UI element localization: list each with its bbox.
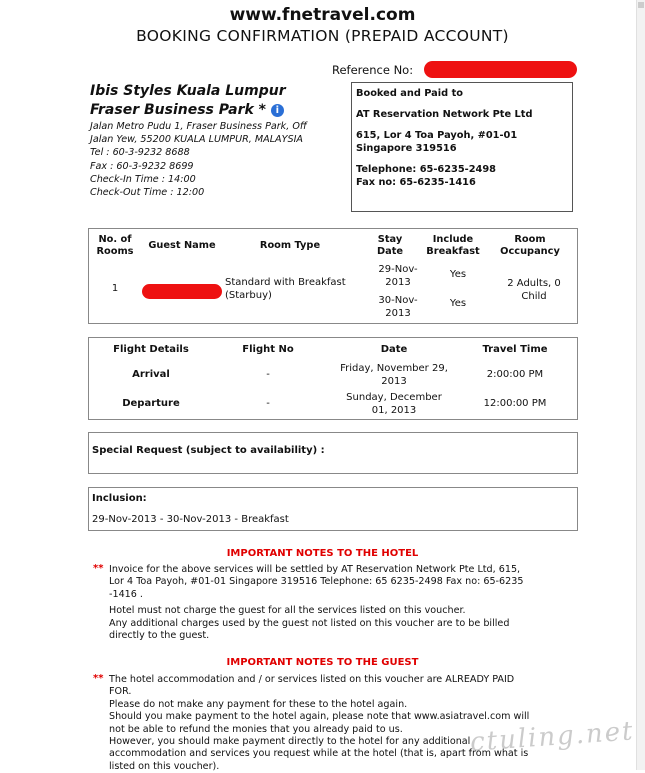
hotel-name (90, 82, 330, 120)
inclusion-label: Inclusion: (92, 493, 147, 504)
notes-hotel-stars: ** (93, 563, 104, 574)
col-header-rooms: No. of Rooms (96, 234, 134, 257)
hotel-address-block (90, 120, 340, 199)
arrival-flight-no: - (266, 369, 270, 380)
inclusion-value: 29-Nov-2013 - 30-Nov-2013 - Breakfast (92, 514, 289, 525)
notes-hotel-text (109, 564, 579, 642)
col-header-guest-name: Guest Name (148, 240, 216, 251)
paid-to-company: AT Reservation Network Pte Ltd (356, 109, 533, 120)
room-count: 1 (111, 283, 119, 294)
note-line: not be able to refund the monies that you already paid to us. (109, 723, 403, 735)
col-header-occupancy: Room Occupancy (500, 234, 560, 257)
col-header-room-type: Room Type (259, 240, 321, 251)
hotel-address-line: Jalan Yew, 55200 KUALA LUMPUR, MALAYSIA (90, 134, 303, 146)
flight-details-header: Flight Details (113, 344, 189, 355)
note-line: Invoice for the above services will be settled by AT Reservation Network Pte Ltd, 615, (109, 564, 521, 575)
stay-dates (359, 263, 437, 320)
scrollbar[interactable] (636, 0, 645, 770)
special-request-label: Special Request (subject to availability) : (92, 445, 325, 456)
paid-to-address2: Singapore 319516 (356, 143, 457, 154)
departure-time: 12:00:00 PM (483, 398, 547, 409)
note-line: Hotel must not charge the guest for all the services listed on this voucher. (109, 605, 466, 617)
room-type: Standard with Breakfast (Starbuy) (225, 277, 346, 301)
note-line: FOR. (109, 686, 132, 698)
departure-date: Sunday, December 01, 2013 (346, 392, 442, 416)
room-occupancy: 2 Adults, 0 Child (507, 278, 561, 302)
rooms-header-row (89, 234, 577, 258)
breakfast-2: Yes (449, 298, 467, 309)
watermark: ctuling.net (469, 716, 636, 758)
hotel-fax: Fax : 60-3-9232 8699 (90, 160, 194, 172)
hotel-name-line2: Fraser Business Park * (90, 102, 266, 118)
notes-hotel-title: IMPORTANT NOTES TO THE HOTEL (226, 548, 419, 559)
rooms-table (89, 234, 577, 258)
departure-flight-no: - (266, 398, 270, 409)
note-line: Any additional charges used by the guest not listed on this voucher are to be billed (109, 617, 510, 629)
notes-guest-title: IMPORTANT NOTES TO THE GUEST (226, 657, 419, 668)
col-header-stay-date: Stay Date (376, 234, 404, 257)
paid-to-fax: Fax no: 65-6235-1416 (356, 177, 476, 188)
check-in-time: Check-In Time : 14:00 (90, 173, 196, 185)
document-title: BOOKING CONFIRMATION (PREPAID ACCOUNT) (136, 27, 509, 45)
note-line: The hotel accommodation and / or services listed on this voucher are ALREADY PAID (109, 674, 515, 685)
note-line: accommodation and services you request while at the hotel (that is, apart from what is (109, 748, 529, 760)
guest-name-redaction (142, 284, 222, 299)
info-icon[interactable]: i (271, 104, 284, 117)
booked-paid-to-box (351, 82, 573, 212)
note-line: directly to the guest. (109, 630, 210, 642)
stay-date-2: 30-Nov- 2013 (378, 295, 418, 319)
note-line: Lor 4 Toa Payoh, #01-01 Singapore 319516 Telephone: 65 6235-2498 Fax no: 65-6235 (109, 576, 524, 588)
paid-to-label: Booked and Paid to (356, 88, 463, 99)
special-request-box (88, 432, 578, 474)
breakfast-1: Yes (449, 269, 467, 280)
site-name: www.fnetravel.com (229, 5, 416, 25)
hotel-address-line: Jalan Metro Pudu 1, Fraser Business Park, Off (90, 121, 307, 132)
paid-to-address1: 615, Lor 4 Toa Payoh, #01-01 (356, 130, 518, 141)
travel-time-header: Travel Time (482, 344, 548, 355)
note-line: Please do not make any payment for these to the hotel again. (109, 698, 408, 710)
notes-guest-text (109, 674, 579, 773)
check-out-time: Check-Out Time : 12:00 (90, 187, 205, 199)
note-line: Should you make payment to the hotel again, please note that www.asiatravel.com will (109, 711, 530, 723)
flight-date-header: Date (380, 344, 408, 355)
hotel-name-line2-wrap (90, 101, 330, 120)
paid-to-telephone: Telephone: 65-6235-2498 (356, 164, 496, 175)
rooms-table-box (88, 228, 578, 324)
inclusion-box (88, 487, 578, 531)
departure-label: Departure (122, 398, 180, 409)
hotel-name-line1: Ibis Styles Kuala Lumpur (90, 83, 286, 99)
arrival-label: Arrival (132, 369, 170, 380)
hotel-tel: Tel : 60-3-9232 8688 (90, 147, 190, 159)
reference-label: Reference No: (332, 63, 414, 77)
note-line: However, you should make payment directly to the hotel for any additional (109, 736, 471, 748)
note-line: listed on this voucher). (109, 760, 220, 772)
notes-guest-stars: ** (93, 673, 104, 684)
reference-redaction (424, 61, 577, 78)
flight-table-box (88, 337, 578, 420)
arrival-time: 2:00:00 PM (486, 369, 544, 380)
flight-no-header: Flight No (242, 344, 294, 355)
stay-date-1: 29-Nov- 2013 (378, 264, 418, 288)
arrival-date: Friday, November 29, 2013 (340, 363, 448, 387)
note-line: -1416 . (109, 588, 143, 600)
col-header-breakfast: Include Breakfast (426, 234, 480, 257)
